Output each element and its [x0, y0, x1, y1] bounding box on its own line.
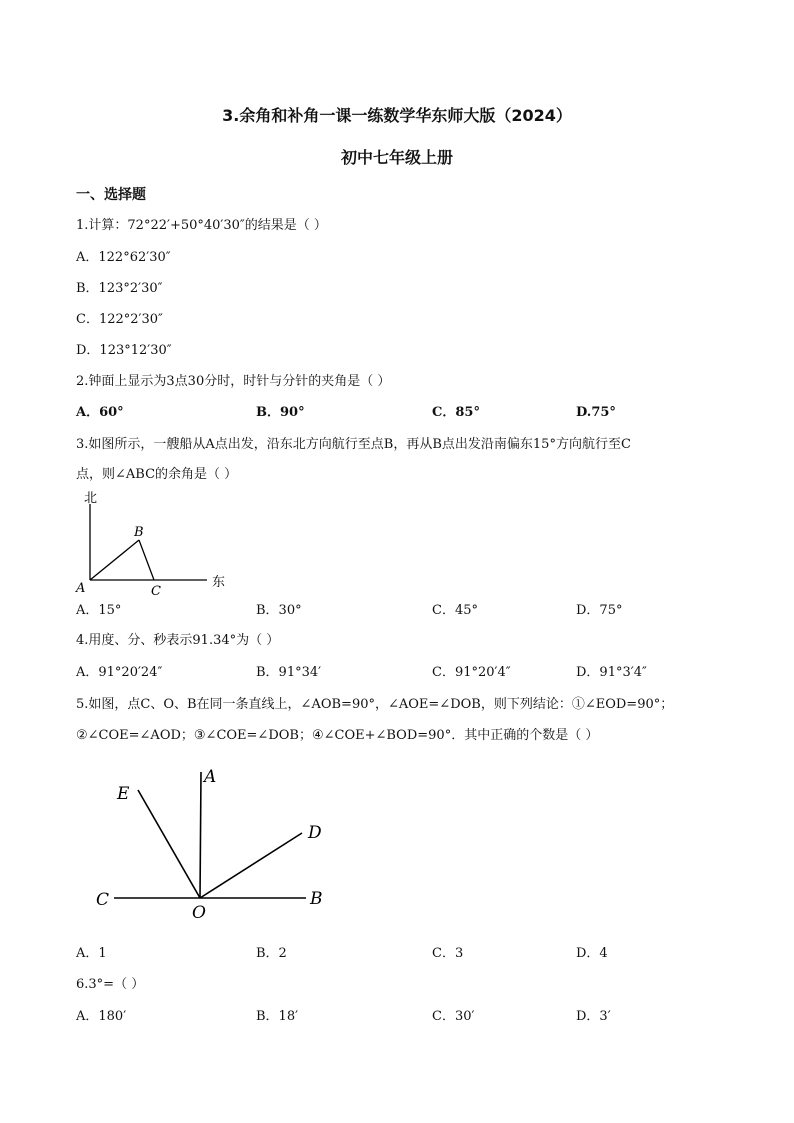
question-2-stem: 2.钟面上显示为3点30分时，时针与分针的夹角是（ ） [76, 374, 391, 389]
question-1-stem: 1.计算：72°22′+50°40′30″的结果是（ ） [76, 218, 327, 233]
question-6-option-b: B．18′ [256, 1009, 299, 1024]
question-1-option-a: A．122°62′30″ [76, 250, 171, 265]
question-3-option-a: A．15° [76, 603, 122, 618]
point-c-label: C [151, 584, 161, 599]
east-label: 东 [212, 575, 226, 590]
question-5-option-d: D．4 [576, 946, 608, 961]
question-4-option-d: D．91°3′4″ [576, 665, 647, 680]
question-3-figure [70, 488, 240, 600]
question-5-option-b: B．2 [256, 946, 287, 961]
doc-title: 3.余角和补角一课一练数学华东师大版（2024） [222, 106, 572, 125]
point-a-label: A [76, 581, 86, 596]
point-d-label: D [308, 823, 322, 843]
ray-od [200, 833, 302, 898]
ray-oa [200, 772, 201, 898]
question-4-option-b: B．91°34′ [256, 665, 322, 680]
north-label: 北 [84, 491, 98, 506]
question-6-option-a: A．180′ [76, 1009, 127, 1024]
question-4-option-a: A．91°20′24″ [76, 665, 163, 680]
question-4-stem: 4.用度、分、秒表示91.34°为（ ） [76, 633, 280, 648]
question-2-option-d: D.75° [576, 405, 616, 420]
question-2-option-a: A．60° [76, 405, 124, 420]
question-1-option-d: D．123°12′30″ [76, 343, 172, 358]
question-6-stem: 6.3°=（ ） [76, 977, 145, 992]
question-1-option-c: C．122°2′30″ [76, 312, 163, 327]
point-e-label: E [117, 784, 130, 804]
question-6-option-c: C．30′ [432, 1009, 475, 1024]
question-2-option-b: B．90° [256, 405, 305, 420]
question-5-stem-line2: ②∠COE=∠AOD；③∠COE=∠DOB；④∠COE+∠BOD=90°．其中正确的个数是（ ） [76, 728, 599, 743]
question-6-option-d: D．3′ [576, 1009, 611, 1024]
question-3-option-c: C．45° [432, 603, 478, 618]
doc-subtitle: 初中七年级上册 [340, 148, 453, 167]
point-b-label: B [310, 889, 323, 909]
ray-oe [138, 790, 200, 898]
question-3-stem-line1: 3.如图所示，一艘船从A点出发，沿东北方向航行至点B，再从B点出发沿南偏东15°方向航行至C [76, 437, 631, 452]
segment-bc [139, 540, 154, 580]
point-o-label: O [192, 903, 206, 923]
question-5-option-c: C．3 [432, 946, 464, 961]
question-5-option-a: A．1 [76, 946, 107, 961]
point-c-label: C [96, 890, 110, 910]
point-b-label: B [134, 525, 144, 540]
segment-ab [90, 540, 139, 580]
question-2-option-c: C．85° [432, 405, 480, 420]
question-3-stem-line2: 点，则∠ABC的余角是（ ） [76, 467, 238, 482]
question-4-option-c: C．91°20′4″ [432, 665, 511, 680]
point-a-label: A [204, 767, 217, 787]
section-heading: 一、选择题 [76, 187, 146, 203]
question-1-option-b: B．123°2′30″ [76, 281, 163, 296]
question-5-figure [88, 762, 338, 924]
question-3-option-b: B．30° [256, 603, 302, 618]
question-3-option-d: D．75° [576, 603, 623, 618]
question-5-stem-line1: 5.如图，点C、O、B在同一条直线上，∠AOB=90°，∠AOE=∠DOB，则下列结论：①∠EOD=90°； [76, 697, 674, 712]
